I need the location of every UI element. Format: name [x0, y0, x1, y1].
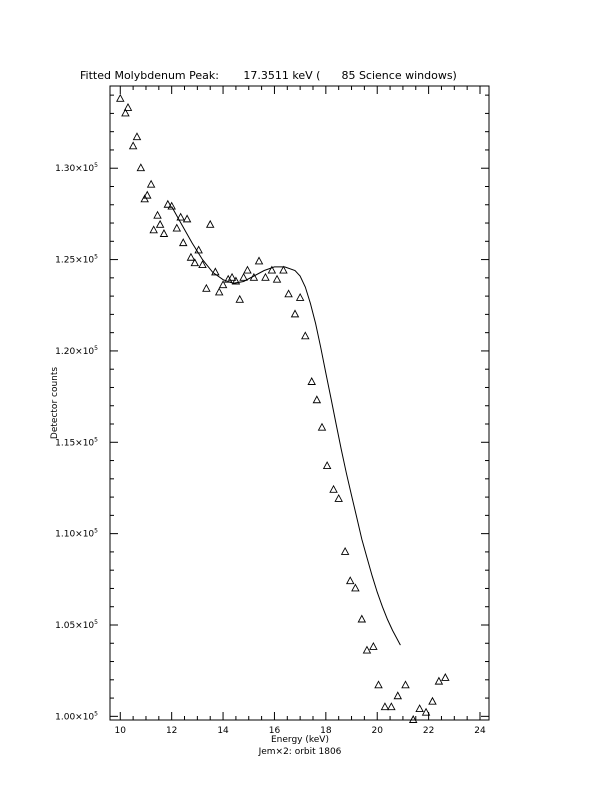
data-point [154, 212, 161, 219]
data-point [256, 257, 263, 264]
x-tick-label: 18 [320, 726, 332, 736]
y-tick-label: $1.10\times 10^5$ [55, 527, 98, 540]
data-point [203, 285, 210, 292]
y-tick-label: $1.05\times 10^5$ [55, 618, 98, 631]
x-tick-label: 24 [474, 726, 486, 736]
data-point [375, 681, 382, 688]
data-point [244, 267, 251, 274]
data-point [180, 239, 187, 246]
data-point [442, 674, 449, 681]
data-point [262, 274, 269, 281]
data-point [402, 681, 409, 688]
data-point [137, 164, 144, 171]
data-point [240, 274, 247, 281]
data-point [429, 698, 436, 705]
data-point [352, 584, 359, 591]
data-point [308, 378, 315, 385]
fit-line [172, 207, 401, 645]
data-point [358, 616, 365, 623]
data-point [173, 225, 180, 232]
data-point [216, 288, 223, 295]
data-point [302, 332, 309, 339]
data-point [292, 310, 299, 317]
data-point [184, 215, 191, 222]
x-axis-ticks [115, 86, 486, 736]
y-axis-ticks [55, 95, 489, 722]
data-point [388, 703, 395, 710]
data-point [148, 181, 155, 188]
data-point [318, 424, 325, 431]
data-point [133, 133, 140, 140]
x-tick-label: 16 [268, 726, 281, 736]
x-tick-label: 12 [165, 726, 178, 736]
chart-subtitle: Jem×2: orbit 1806 [258, 747, 342, 757]
data-point [347, 577, 354, 584]
data-point [130, 142, 137, 149]
data-points-layer [117, 95, 449, 723]
data-point [274, 276, 281, 283]
data-point [370, 643, 377, 650]
data-point [394, 692, 401, 699]
data-point [324, 462, 331, 469]
data-point [416, 705, 423, 712]
data-point [335, 495, 342, 502]
data-point [236, 296, 243, 303]
plot-frame [110, 86, 489, 720]
y-tick-label: $1.30\times 10^5$ [55, 162, 98, 175]
x-tick-label: 10 [114, 726, 127, 736]
chart-title: Fitted Molybdenum Peak: 17.3511 keV ( 85 Science windows) [80, 69, 457, 82]
data-point [285, 290, 292, 297]
data-point [381, 703, 388, 710]
data-point [207, 221, 214, 228]
y-tick-label: $1.00\times 10^5$ [55, 710, 98, 723]
data-point [117, 95, 124, 102]
data-point [313, 396, 320, 403]
x-axis-label: Energy (keV) [271, 735, 329, 745]
y-axis-label: Detector counts [50, 366, 60, 440]
y-tick-label: $1.20\times 10^5$ [55, 344, 98, 357]
x-tick-label: 22 [422, 726, 435, 736]
data-point [160, 230, 167, 237]
data-point [330, 486, 337, 493]
x-tick-label: 20 [371, 726, 383, 736]
fit-curve-layer [172, 207, 401, 645]
data-point [342, 548, 349, 555]
data-point [187, 254, 194, 261]
y-tick-label: $1.15\times 10^5$ [55, 436, 98, 449]
data-point [297, 294, 304, 301]
y-tick-label: $1.25\times 10^5$ [55, 253, 98, 266]
data-point [164, 201, 171, 208]
x-tick-label: 14 [217, 726, 229, 736]
data-point [157, 221, 164, 228]
